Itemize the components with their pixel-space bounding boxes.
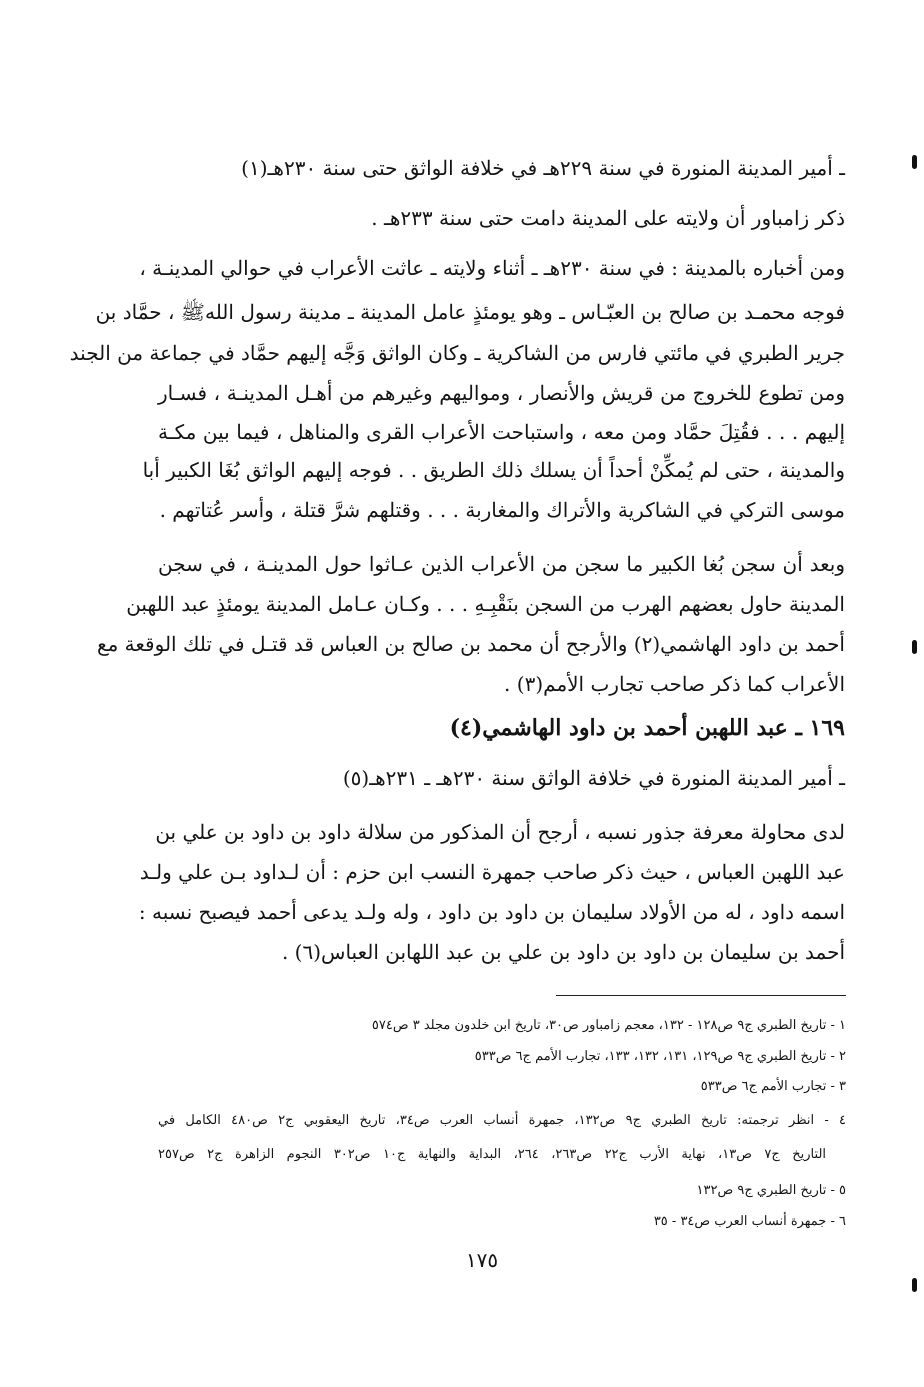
body-line: أحمد بن داود الهاشمي(٢) والأرجح أن محمد بن صالح بن العباس قد قتـل في تلك الوقعة مع xyxy=(96,632,845,656)
body-line: أحمد بن سليمان بن داود بن داود بن علي بن عبد اللهابن العباس(٦) . xyxy=(281,940,845,964)
body-line: لدى محاولة معرفة جذور نسبه ، أرجح أن المذكور من سلالة داود بن داود بن علي بن xyxy=(155,820,845,844)
body-line: إليهم . . . فقُتِلَ حمَّاد ومن معه ، واستباحت الأعراب القرى والمناهل ، فيما بين مكـة xyxy=(158,420,845,444)
footnote: ٤ - انظر ترجمته: تاريخ الطبري ج٩ ص١٣٢، جمهرة أنساب العرب ص٣٤، تاريخ اليعقوبي ج٢ ص٤٨٠ الكامل في xyxy=(158,1113,847,1128)
footnote: ٦ - جمهرة أنساب العرب ص٣٤ - ٣٥ xyxy=(653,1214,846,1229)
footnote: ٣ - تجارب الأمم ج٦ ص٥٣٣ xyxy=(700,1079,846,1094)
footnote: التاريخ ج٧ ص١٣، نهاية الأرب ج٢٢ ص٢٦٣، ٢٦٤، البداية والنهاية ج١٠ ص٣٠٢ النجوم الزاهرة ج٢ ص٢٥٧ xyxy=(158,1147,827,1162)
body-line: جرير الطبري في مائتي فارس من الشاكرية ـ وكان الواثق وَجَّه إليهم حمَّاد في جماعة من الجند xyxy=(69,341,845,365)
entry-subtitle: ـ أمير المدينة المنورة في خلافة الواثق سنة ٢٣٠هـ ـ ٢٣١هـ(٥) xyxy=(342,766,845,790)
scan-mark xyxy=(912,1278,917,1292)
body-line: ومن أخباره بالمدينة : في سنة ٢٣٠هـ ـ أثناء ولايته ـ عاثت الأعراب في حوالي المدينـة ، xyxy=(139,256,845,280)
scan-mark xyxy=(912,155,917,169)
body-line: عبد اللهبن العباس ، حيث ذكر صاحب جمهرة النسب ابن حزم : أن لـداود بـن علي ولـد xyxy=(139,860,845,884)
body-line: موسى التركي في الشاكرية والأتراك والمغاربة . . . وقتلهم شرَّ قتلة ، وأسر عُتاتهم . xyxy=(159,498,845,522)
entry-heading: ١٦٩ ـ عبد اللهبن أحمد بن داود الهاشمي(٤) xyxy=(449,715,845,741)
body-line: وبعد أن سجن بُغا الكبير ما سجن من الأعراب الذين عـاثوا حول المدينـة ، في سجن xyxy=(158,552,845,576)
body-line: ومن تطوع للخروج من قريش والأنصار ، ومواليهم وغيرهم من أهـل المدينـة ، فسـار xyxy=(158,381,845,405)
body-line: فوجه محمـد بن صالح بن العبّـاس ـ وهو يومئذٍ عامل المدينة ـ مدينة رسول اللهﷺ ، حمَّاد بن xyxy=(95,300,845,324)
body-line: ذكر زامباور أن ولايته على المدينة دامت حتى سنة ٢٣٣هـ . xyxy=(371,206,845,230)
page-number: ١٧٥ xyxy=(465,1248,499,1272)
body-line: المدينة حاول بعضهم الهرب من السجن بنَقْبِـهِ . . . وكـان عـامل المدينة يومئذٍ عبد اللهبن xyxy=(126,592,845,616)
body-line: الأعراب كما ذكر صاحب تجارب الأمم(٣) . xyxy=(504,672,845,696)
body-line: والمدينة ، حتى لم يُمكِّنْ أحداً أن يسلك ذلك الطريق . . فوجه إليهم الواثق بُغَا الكبير أبا xyxy=(142,458,845,482)
footnote: ١ - تاريخ الطبري ج٩ ص١٢٨ - ١٣٢، معجم زامباور ص٣٠، تاريخ ابن خلدون مجلد ٣ ص٥٧٤ xyxy=(371,1018,846,1033)
footnote: ٥ - تاريخ الطبري ج٩ ص١٣٢ xyxy=(696,1183,846,1198)
footnote-separator xyxy=(556,995,846,996)
body-line: ـ أمير المدينة المنورة في سنة ٢٢٩هـ في خلافة الواثق حتى سنة ٢٣٠هـ(١) xyxy=(241,156,845,180)
scan-mark xyxy=(912,640,917,654)
body-line: اسمه داود ، له من الأولاد سليمان بن داود بن داود ، وله ولـد يدعى أحمد فيصبح نسبه : xyxy=(138,900,845,924)
footnote: ٢ - تاريخ الطبري ج٩ ص١٢٩، ١٣١، ١٣٢، ١٣٣، تجارب الأمم ج٦ ص٥٣٣ xyxy=(474,1049,846,1064)
